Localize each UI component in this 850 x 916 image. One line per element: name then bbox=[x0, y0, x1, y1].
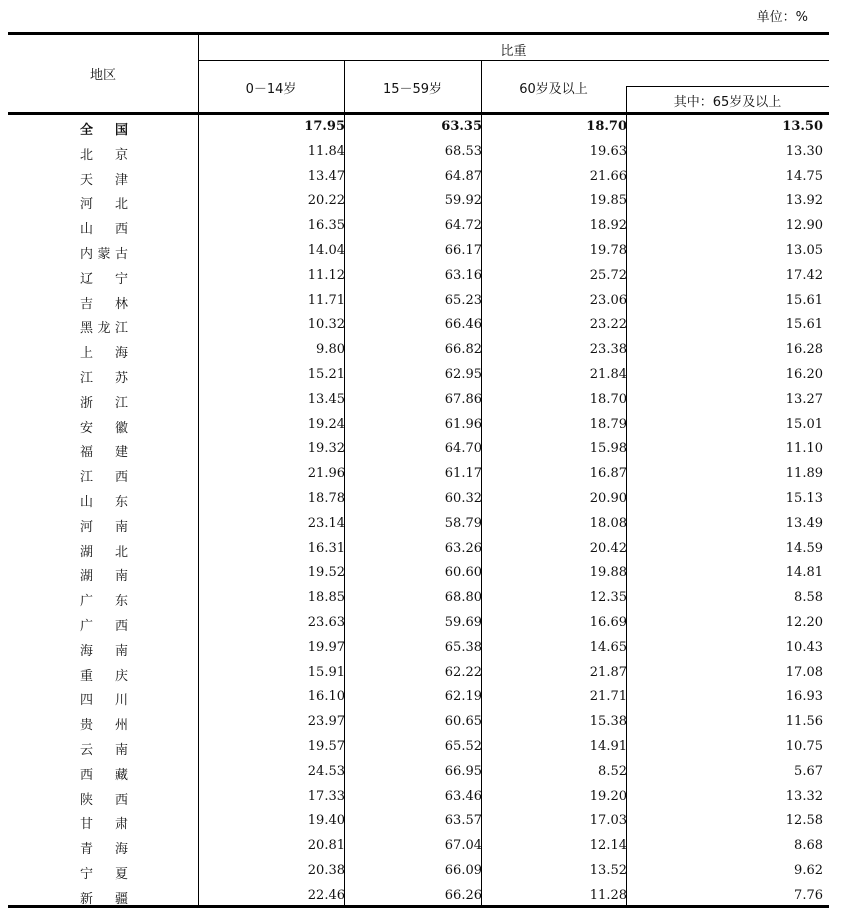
value-age-60-plus: 19.63 bbox=[589, 143, 627, 159]
value-age-15-59: 65.52 bbox=[444, 738, 482, 754]
value-age-60-plus: 23.06 bbox=[589, 292, 627, 308]
value-age-60-plus: 12.14 bbox=[589, 838, 627, 854]
value-age-0-14: 13.45 bbox=[307, 391, 345, 407]
value-age-65-plus: 17.08 bbox=[785, 664, 823, 680]
value-age-60-plus: 21.84 bbox=[589, 366, 627, 382]
region-name: 山东 bbox=[80, 494, 128, 510]
value-age-60-plus: 12.35 bbox=[589, 590, 627, 606]
region-name: 上海 bbox=[80, 346, 128, 362]
value-age-65-plus: 13.50 bbox=[782, 119, 823, 134]
value-age-60-plus: 20.90 bbox=[589, 490, 627, 506]
region-name: 北京 bbox=[80, 147, 128, 163]
value-age-60-plus: 15.98 bbox=[589, 441, 627, 457]
value-age-65-plus: 12.20 bbox=[785, 614, 823, 630]
value-age-60-plus: 16.87 bbox=[589, 466, 627, 482]
value-age-15-59: 68.80 bbox=[444, 590, 482, 606]
value-age-65-plus: 15.13 bbox=[785, 490, 823, 506]
table-row bbox=[8, 561, 829, 586]
region-name: 福建 bbox=[80, 445, 128, 461]
value-age-65-plus: 16.20 bbox=[785, 366, 823, 382]
region-name: 安徽 bbox=[80, 420, 128, 436]
value-age-65-plus: 14.81 bbox=[785, 565, 823, 581]
table-row bbox=[8, 462, 829, 487]
header-ratio: 比重 bbox=[500, 44, 527, 59]
region-name: 新疆 bbox=[80, 891, 128, 907]
value-age-15-59: 59.69 bbox=[444, 614, 482, 630]
table-row bbox=[8, 115, 829, 140]
value-age-15-59: 62.95 bbox=[444, 366, 482, 382]
value-age-60-plus: 23.22 bbox=[589, 317, 627, 333]
region-name: 广西 bbox=[80, 618, 128, 634]
region-name: 天津 bbox=[80, 172, 128, 188]
value-age-60-plus: 17.03 bbox=[589, 813, 627, 829]
region-name: 黑龙江 bbox=[80, 321, 128, 337]
value-age-15-59: 63.46 bbox=[444, 788, 482, 804]
region-name: 广东 bbox=[80, 594, 128, 610]
value-age-65-plus: 11.10 bbox=[785, 441, 823, 457]
value-age-0-14: 23.97 bbox=[307, 714, 345, 730]
header-age-60-plus: 60岁及以上 bbox=[519, 82, 588, 97]
region-name: 四川 bbox=[80, 693, 128, 709]
value-age-0-14: 17.95 bbox=[304, 119, 345, 134]
value-age-60-plus: 11.28 bbox=[589, 887, 627, 903]
value-age-0-14: 11.84 bbox=[307, 143, 345, 159]
value-age-0-14: 19.52 bbox=[307, 565, 345, 581]
value-age-65-plus: 14.75 bbox=[785, 168, 823, 184]
value-age-65-plus: 8.68 bbox=[794, 838, 823, 854]
value-age-0-14: 21.96 bbox=[307, 466, 345, 482]
value-age-0-14: 24.53 bbox=[307, 763, 345, 779]
value-age-15-59: 61.17 bbox=[444, 466, 482, 482]
value-age-65-plus: 15.01 bbox=[785, 416, 823, 432]
value-age-0-14: 10.32 bbox=[307, 317, 345, 333]
value-age-65-plus: 10.75 bbox=[785, 738, 823, 754]
value-age-15-59: 63.26 bbox=[444, 540, 482, 556]
region-name: 青海 bbox=[80, 842, 128, 858]
table-row bbox=[8, 189, 829, 214]
value-age-60-plus: 14.65 bbox=[589, 639, 627, 655]
region-name: 宁夏 bbox=[80, 866, 128, 882]
region-name: 辽宁 bbox=[80, 271, 128, 287]
value-age-65-plus: 5.67 bbox=[794, 763, 823, 779]
table-row bbox=[8, 239, 829, 264]
value-age-0-14: 19.97 bbox=[307, 639, 345, 655]
value-age-0-14: 18.78 bbox=[307, 490, 345, 506]
header-divider bbox=[198, 60, 829, 61]
value-age-65-plus: 13.32 bbox=[785, 788, 823, 804]
table-row bbox=[8, 809, 829, 834]
value-age-60-plus: 18.08 bbox=[589, 515, 627, 531]
value-age-60-plus: 13.52 bbox=[589, 862, 627, 878]
value-age-15-59: 64.87 bbox=[444, 168, 482, 184]
value-age-0-14: 19.40 bbox=[307, 813, 345, 829]
value-age-60-plus: 21.87 bbox=[589, 664, 627, 680]
value-age-60-plus: 19.20 bbox=[589, 788, 627, 804]
value-age-0-14: 11.71 bbox=[307, 292, 345, 308]
value-age-60-plus: 18.70 bbox=[589, 391, 627, 407]
table-row bbox=[8, 289, 829, 314]
value-age-15-59: 67.86 bbox=[444, 391, 482, 407]
value-age-15-59: 65.38 bbox=[444, 639, 482, 655]
region-name: 海南 bbox=[80, 643, 128, 659]
region-name: 河北 bbox=[80, 197, 128, 213]
value-age-15-59: 64.72 bbox=[444, 218, 482, 234]
table-row bbox=[8, 313, 829, 338]
value-age-0-14: 20.38 bbox=[307, 862, 345, 878]
table-row bbox=[8, 264, 829, 289]
region-name: 山西 bbox=[80, 222, 128, 238]
unit-label: 单位：% bbox=[756, 10, 808, 25]
value-age-15-59: 62.19 bbox=[444, 689, 482, 705]
value-age-15-59: 61.96 bbox=[444, 416, 482, 432]
region-name: 甘肃 bbox=[80, 817, 128, 833]
value-age-65-plus: 7.76 bbox=[794, 887, 823, 903]
value-age-65-plus: 11.56 bbox=[785, 714, 823, 730]
table-row bbox=[8, 735, 829, 760]
table-row bbox=[8, 140, 829, 165]
value-age-65-plus: 12.58 bbox=[785, 813, 823, 829]
table-row bbox=[8, 165, 829, 190]
table-row bbox=[8, 338, 829, 363]
region-name: 陕西 bbox=[80, 792, 128, 808]
region-name: 浙江 bbox=[80, 395, 128, 411]
value-age-0-14: 16.35 bbox=[307, 218, 345, 234]
value-age-60-plus: 16.69 bbox=[589, 614, 627, 630]
value-age-65-plus: 15.61 bbox=[785, 317, 823, 333]
value-age-0-14: 20.22 bbox=[307, 193, 345, 209]
region-name: 西藏 bbox=[80, 767, 128, 783]
value-age-60-plus: 23.38 bbox=[589, 342, 627, 358]
region-name: 河南 bbox=[80, 519, 128, 535]
value-age-15-59: 66.95 bbox=[444, 763, 482, 779]
value-age-60-plus: 8.52 bbox=[598, 763, 627, 779]
value-age-60-plus: 18.79 bbox=[589, 416, 627, 432]
value-age-65-plus: 14.59 bbox=[785, 540, 823, 556]
table-row bbox=[8, 785, 829, 810]
value-age-65-plus: 13.92 bbox=[785, 193, 823, 209]
region-name: 内蒙古 bbox=[80, 246, 128, 262]
table-body bbox=[8, 115, 829, 909]
table-top-rule bbox=[8, 32, 829, 35]
value-age-15-59: 63.57 bbox=[444, 813, 482, 829]
value-age-60-plus: 25.72 bbox=[589, 267, 627, 283]
value-age-15-59: 67.04 bbox=[444, 838, 482, 854]
region-name: 湖北 bbox=[80, 544, 128, 560]
value-age-0-14: 16.31 bbox=[307, 540, 345, 556]
value-age-65-plus: 10.43 bbox=[785, 639, 823, 655]
table-row bbox=[8, 363, 829, 388]
region-name: 贵州 bbox=[80, 718, 128, 734]
table-row bbox=[8, 884, 829, 909]
value-age-60-plus: 21.71 bbox=[589, 689, 627, 705]
value-age-0-14: 16.10 bbox=[307, 689, 345, 705]
value-age-65-plus: 13.49 bbox=[785, 515, 823, 531]
value-age-65-plus: 9.62 bbox=[794, 862, 823, 878]
value-age-15-59: 60.60 bbox=[444, 565, 482, 581]
header-age-65-plus: 其中：65岁及以上 bbox=[673, 95, 782, 110]
region-name: 江苏 bbox=[80, 370, 128, 386]
value-age-65-plus: 16.93 bbox=[785, 689, 823, 705]
table-row bbox=[8, 214, 829, 239]
value-age-15-59: 64.70 bbox=[444, 441, 482, 457]
value-age-0-14: 15.91 bbox=[307, 664, 345, 680]
value-age-15-59: 66.26 bbox=[444, 887, 482, 903]
region-name: 重庆 bbox=[80, 668, 128, 684]
value-age-65-plus: 11.89 bbox=[785, 466, 823, 482]
subheader-divider bbox=[626, 86, 829, 87]
header-region: 地区 bbox=[89, 68, 116, 83]
value-age-60-plus: 19.78 bbox=[589, 242, 627, 258]
value-age-65-plus: 13.27 bbox=[785, 391, 823, 407]
value-age-15-59: 63.16 bbox=[444, 267, 482, 283]
table-row bbox=[8, 710, 829, 735]
value-age-0-14: 19.57 bbox=[307, 738, 345, 754]
table-row bbox=[8, 859, 829, 884]
value-age-15-59: 65.23 bbox=[444, 292, 482, 308]
value-age-15-59: 59.92 bbox=[444, 193, 482, 209]
table-row bbox=[8, 834, 829, 859]
value-age-60-plus: 14.91 bbox=[589, 738, 627, 754]
value-age-0-14: 11.12 bbox=[307, 267, 345, 283]
table-row bbox=[8, 685, 829, 710]
header-age-0-14: 0－14岁 bbox=[245, 82, 297, 97]
value-age-15-59: 68.53 bbox=[444, 143, 482, 159]
value-age-60-plus: 21.66 bbox=[589, 168, 627, 184]
table-row bbox=[8, 487, 829, 512]
value-age-15-59: 66.82 bbox=[444, 342, 482, 358]
value-age-60-plus: 20.42 bbox=[589, 540, 627, 556]
value-age-65-plus: 16.28 bbox=[785, 342, 823, 358]
value-age-60-plus: 19.85 bbox=[589, 193, 627, 209]
region-name: 湖南 bbox=[80, 569, 128, 585]
table-row bbox=[8, 537, 829, 562]
region-name: 云南 bbox=[80, 742, 128, 758]
table-row bbox=[8, 388, 829, 413]
value-age-0-14: 9.80 bbox=[316, 342, 345, 358]
table-row bbox=[8, 611, 829, 636]
value-age-60-plus: 18.70 bbox=[586, 119, 627, 134]
value-age-65-plus: 13.05 bbox=[785, 242, 823, 258]
value-age-0-14: 23.14 bbox=[307, 515, 345, 531]
value-age-65-plus: 8.58 bbox=[794, 590, 823, 606]
value-age-0-14: 13.47 bbox=[307, 168, 345, 184]
region-name: 吉林 bbox=[80, 296, 128, 312]
table-row bbox=[8, 586, 829, 611]
value-age-65-plus: 12.90 bbox=[785, 218, 823, 234]
value-age-0-14: 18.85 bbox=[307, 590, 345, 606]
value-age-15-59: 66.46 bbox=[444, 317, 482, 333]
value-age-0-14: 19.24 bbox=[307, 416, 345, 432]
value-age-15-59: 66.17 bbox=[444, 242, 482, 258]
value-age-0-14: 19.32 bbox=[307, 441, 345, 457]
table-row bbox=[8, 760, 829, 785]
value-age-0-14: 14.04 bbox=[307, 242, 345, 258]
value-age-15-59: 58.79 bbox=[444, 515, 482, 531]
value-age-60-plus: 15.38 bbox=[589, 714, 627, 730]
value-age-0-14: 20.81 bbox=[307, 838, 345, 854]
value-age-60-plus: 19.88 bbox=[589, 565, 627, 581]
table-row bbox=[8, 636, 829, 661]
value-age-0-14: 17.33 bbox=[307, 788, 345, 804]
value-age-15-59: 63.35 bbox=[441, 119, 482, 134]
value-age-65-plus: 17.42 bbox=[785, 267, 823, 283]
value-age-15-59: 66.09 bbox=[444, 862, 482, 878]
region-name: 全国 bbox=[80, 123, 128, 138]
value-age-0-14: 23.63 bbox=[307, 614, 345, 630]
table-row bbox=[8, 661, 829, 686]
value-age-65-plus: 15.61 bbox=[785, 292, 823, 308]
value-age-15-59: 60.32 bbox=[444, 490, 482, 506]
value-age-0-14: 15.21 bbox=[307, 366, 345, 382]
value-age-15-59: 60.65 bbox=[444, 714, 482, 730]
value-age-0-14: 22.46 bbox=[307, 887, 345, 903]
value-age-65-plus: 13.30 bbox=[785, 143, 823, 159]
table-row bbox=[8, 512, 829, 537]
value-age-15-59: 62.22 bbox=[444, 664, 482, 680]
header-age-15-59: 15－59岁 bbox=[382, 82, 443, 97]
region-name: 江西 bbox=[80, 470, 128, 486]
value-age-60-plus: 18.92 bbox=[589, 218, 627, 234]
table-row bbox=[8, 413, 829, 438]
table-row bbox=[8, 437, 829, 462]
